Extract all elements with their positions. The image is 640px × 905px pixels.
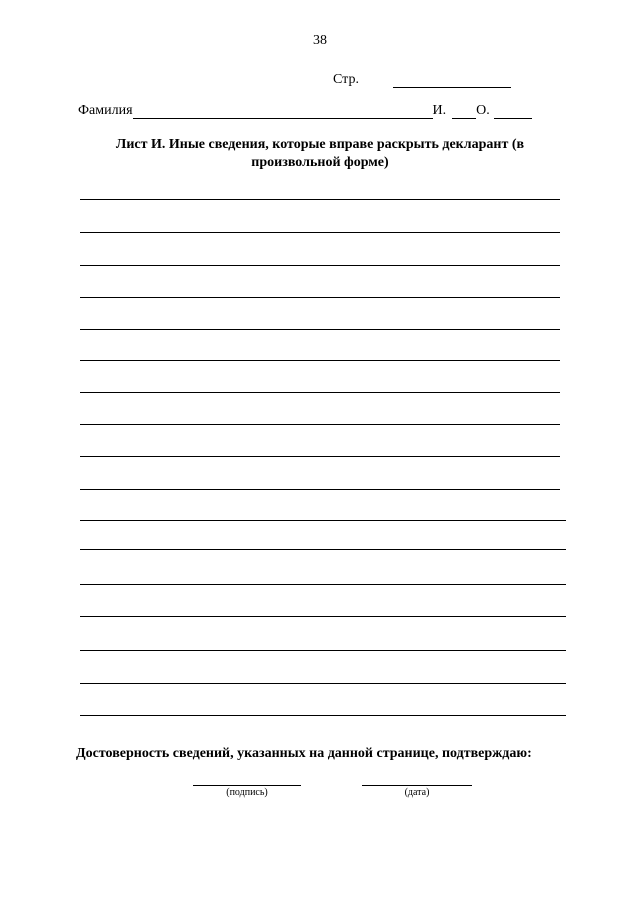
blank-line[interactable] <box>80 584 566 585</box>
sheet-title: Лист И. Иные сведения, которые вправе раскрыть декларант (в произвольной форме) <box>115 137 525 170</box>
blank-line[interactable] <box>80 199 560 200</box>
signature-blank[interactable] <box>193 785 301 786</box>
date-field[interactable] <box>362 785 472 798</box>
page-blank[interactable] <box>393 73 511 88</box>
name-fields-row <box>78 103 560 119</box>
first-initial-label: И. <box>432 103 447 118</box>
blank-line[interactable] <box>80 392 560 393</box>
date-caption: (дата) <box>404 787 430 798</box>
page-field <box>333 72 511 88</box>
date-blank[interactable] <box>362 785 472 786</box>
blank-line[interactable] <box>80 297 560 298</box>
page-number: 38 <box>313 33 327 48</box>
blank-line[interactable] <box>80 456 560 457</box>
blank-line[interactable] <box>80 360 560 361</box>
first-initial-blank[interactable] <box>452 104 476 119</box>
blank-line[interactable] <box>80 265 560 266</box>
surname-label: Фамилия <box>78 103 133 118</box>
blank-line[interactable] <box>80 683 566 684</box>
surname-blank[interactable] <box>133 104 433 119</box>
blank-line[interactable] <box>80 232 560 233</box>
blank-line[interactable] <box>80 329 560 330</box>
blank-line[interactable] <box>80 520 566 521</box>
blank-line[interactable] <box>80 650 566 651</box>
signature-caption: (подпись) <box>226 787 268 798</box>
blank-line[interactable] <box>80 715 566 716</box>
blank-line[interactable] <box>80 549 566 550</box>
confirmation-text: Достоверность сведений, указанных на данной странице, подтверждаю: <box>76 746 532 761</box>
patronymic-initial-label: О. <box>476 103 490 118</box>
blank-line[interactable] <box>80 489 560 490</box>
blank-line[interactable] <box>80 616 566 617</box>
signature-field[interactable] <box>193 785 301 798</box>
page-label: Стр. <box>333 72 359 87</box>
blank-line[interactable] <box>80 424 560 425</box>
patronymic-initial-blank[interactable] <box>494 104 532 119</box>
